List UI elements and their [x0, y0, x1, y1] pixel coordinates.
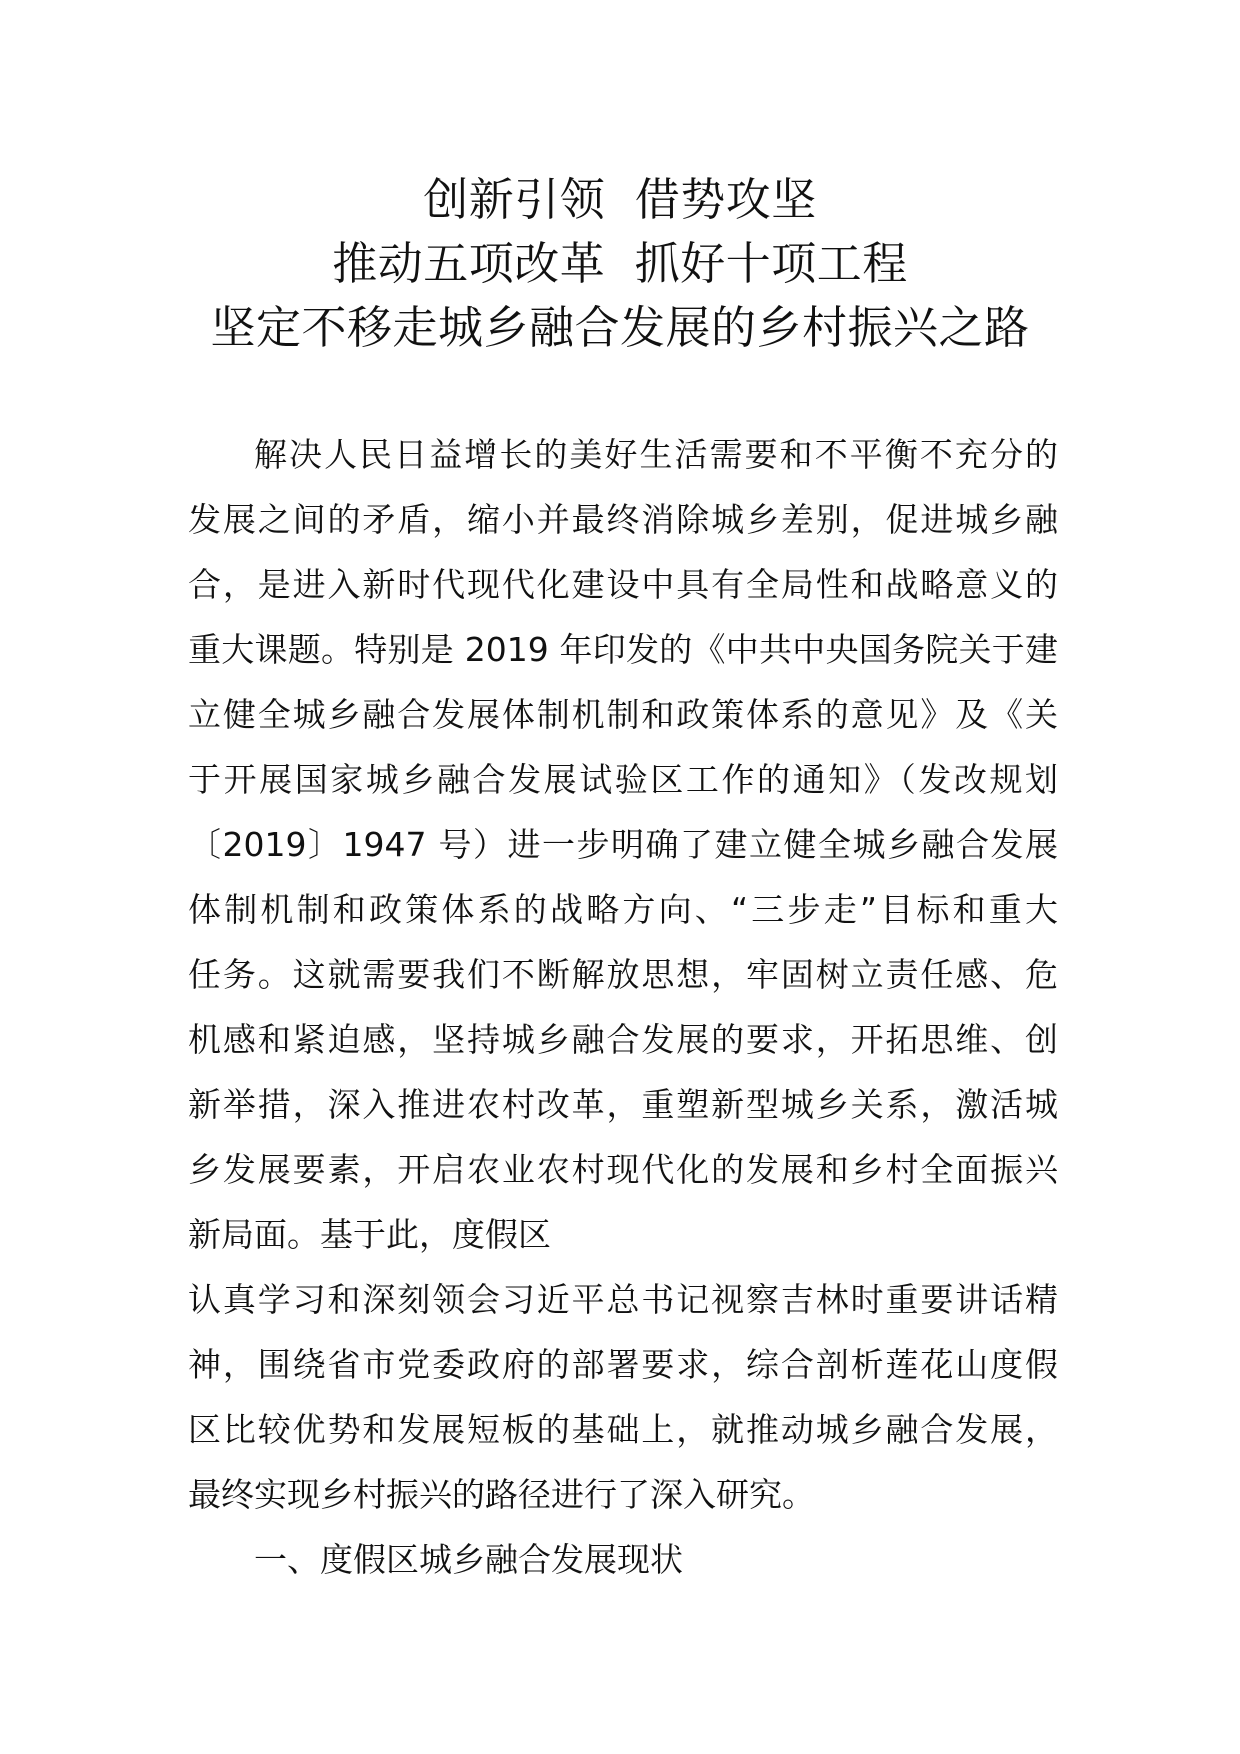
section-heading: 一、度假区城乡融合发展现状 [254, 1540, 683, 1579]
title-line-1: 创新引领 借势攻坚 [423, 173, 817, 226]
title-line-2: 推动五项改革 抓好十项工程 [332, 237, 908, 290]
body-line-16: 区比较优势和发展短板的基础上，就推动城乡融合发展， [188, 1410, 1058, 1449]
body-line-13: 新局面。基于此，度假区 [188, 1215, 551, 1254]
body-line-14: 认真学习和深刻领会习近平总书记视察吉林时重要讲话精 [188, 1280, 1058, 1319]
body-line-8: 体制机制和政策体系的战略方向、“三步走”目标和重大 [188, 890, 1058, 929]
title-line-3: 坚定不移走城乡融合发展的乡村振兴之路 [210, 301, 1030, 354]
body-line-3: 合，是进入新时代现代化建设中具有全局性和战略意义的 [188, 565, 1058, 604]
body-line-9: 任务。这就需要我们不断解放思想，牢固树立责任感、危 [188, 955, 1058, 994]
body-line-1: 解决人民日益增长的美好生活需要和不平衡不充分的 [254, 435, 1058, 474]
body-line-4: 重大课题。特别是 2019 年印发的《中共中央国务院关于建 [188, 630, 1058, 669]
document-title [0, 168, 1240, 360]
body-line-10: 机感和紧迫感，坚持城乡融合发展的要求，开拓思维、创 [188, 1020, 1058, 1059]
body-line-15: 神，围绕省市党委政府的部署要求，综合剖析莲花山度假 [188, 1345, 1058, 1384]
body-line-17: 最终实现乡村振兴的路径进行了深入研究。 [188, 1475, 815, 1514]
body-line-5: 立健全城乡融合发展体制机制和政策体系的意见》及《关 [188, 695, 1058, 734]
body-line-12: 乡发展要素，开启农业农村现代化的发展和乡村全面振兴 [188, 1150, 1058, 1189]
body-line-11: 新举措，深入推进农村改革，重塑新型城乡关系，激活城 [188, 1085, 1058, 1124]
body-line-7: 〔2019〕1947 号）进一步明确了建立健全城乡融合发展 [188, 825, 1058, 864]
body-line-6: 于开展国家城乡融合发展试验区工作的通知》（发改规划 [188, 760, 1058, 799]
body-line-2: 发展之间的矛盾，缩小并最终消除城乡差别，促进城乡融 [188, 500, 1058, 539]
